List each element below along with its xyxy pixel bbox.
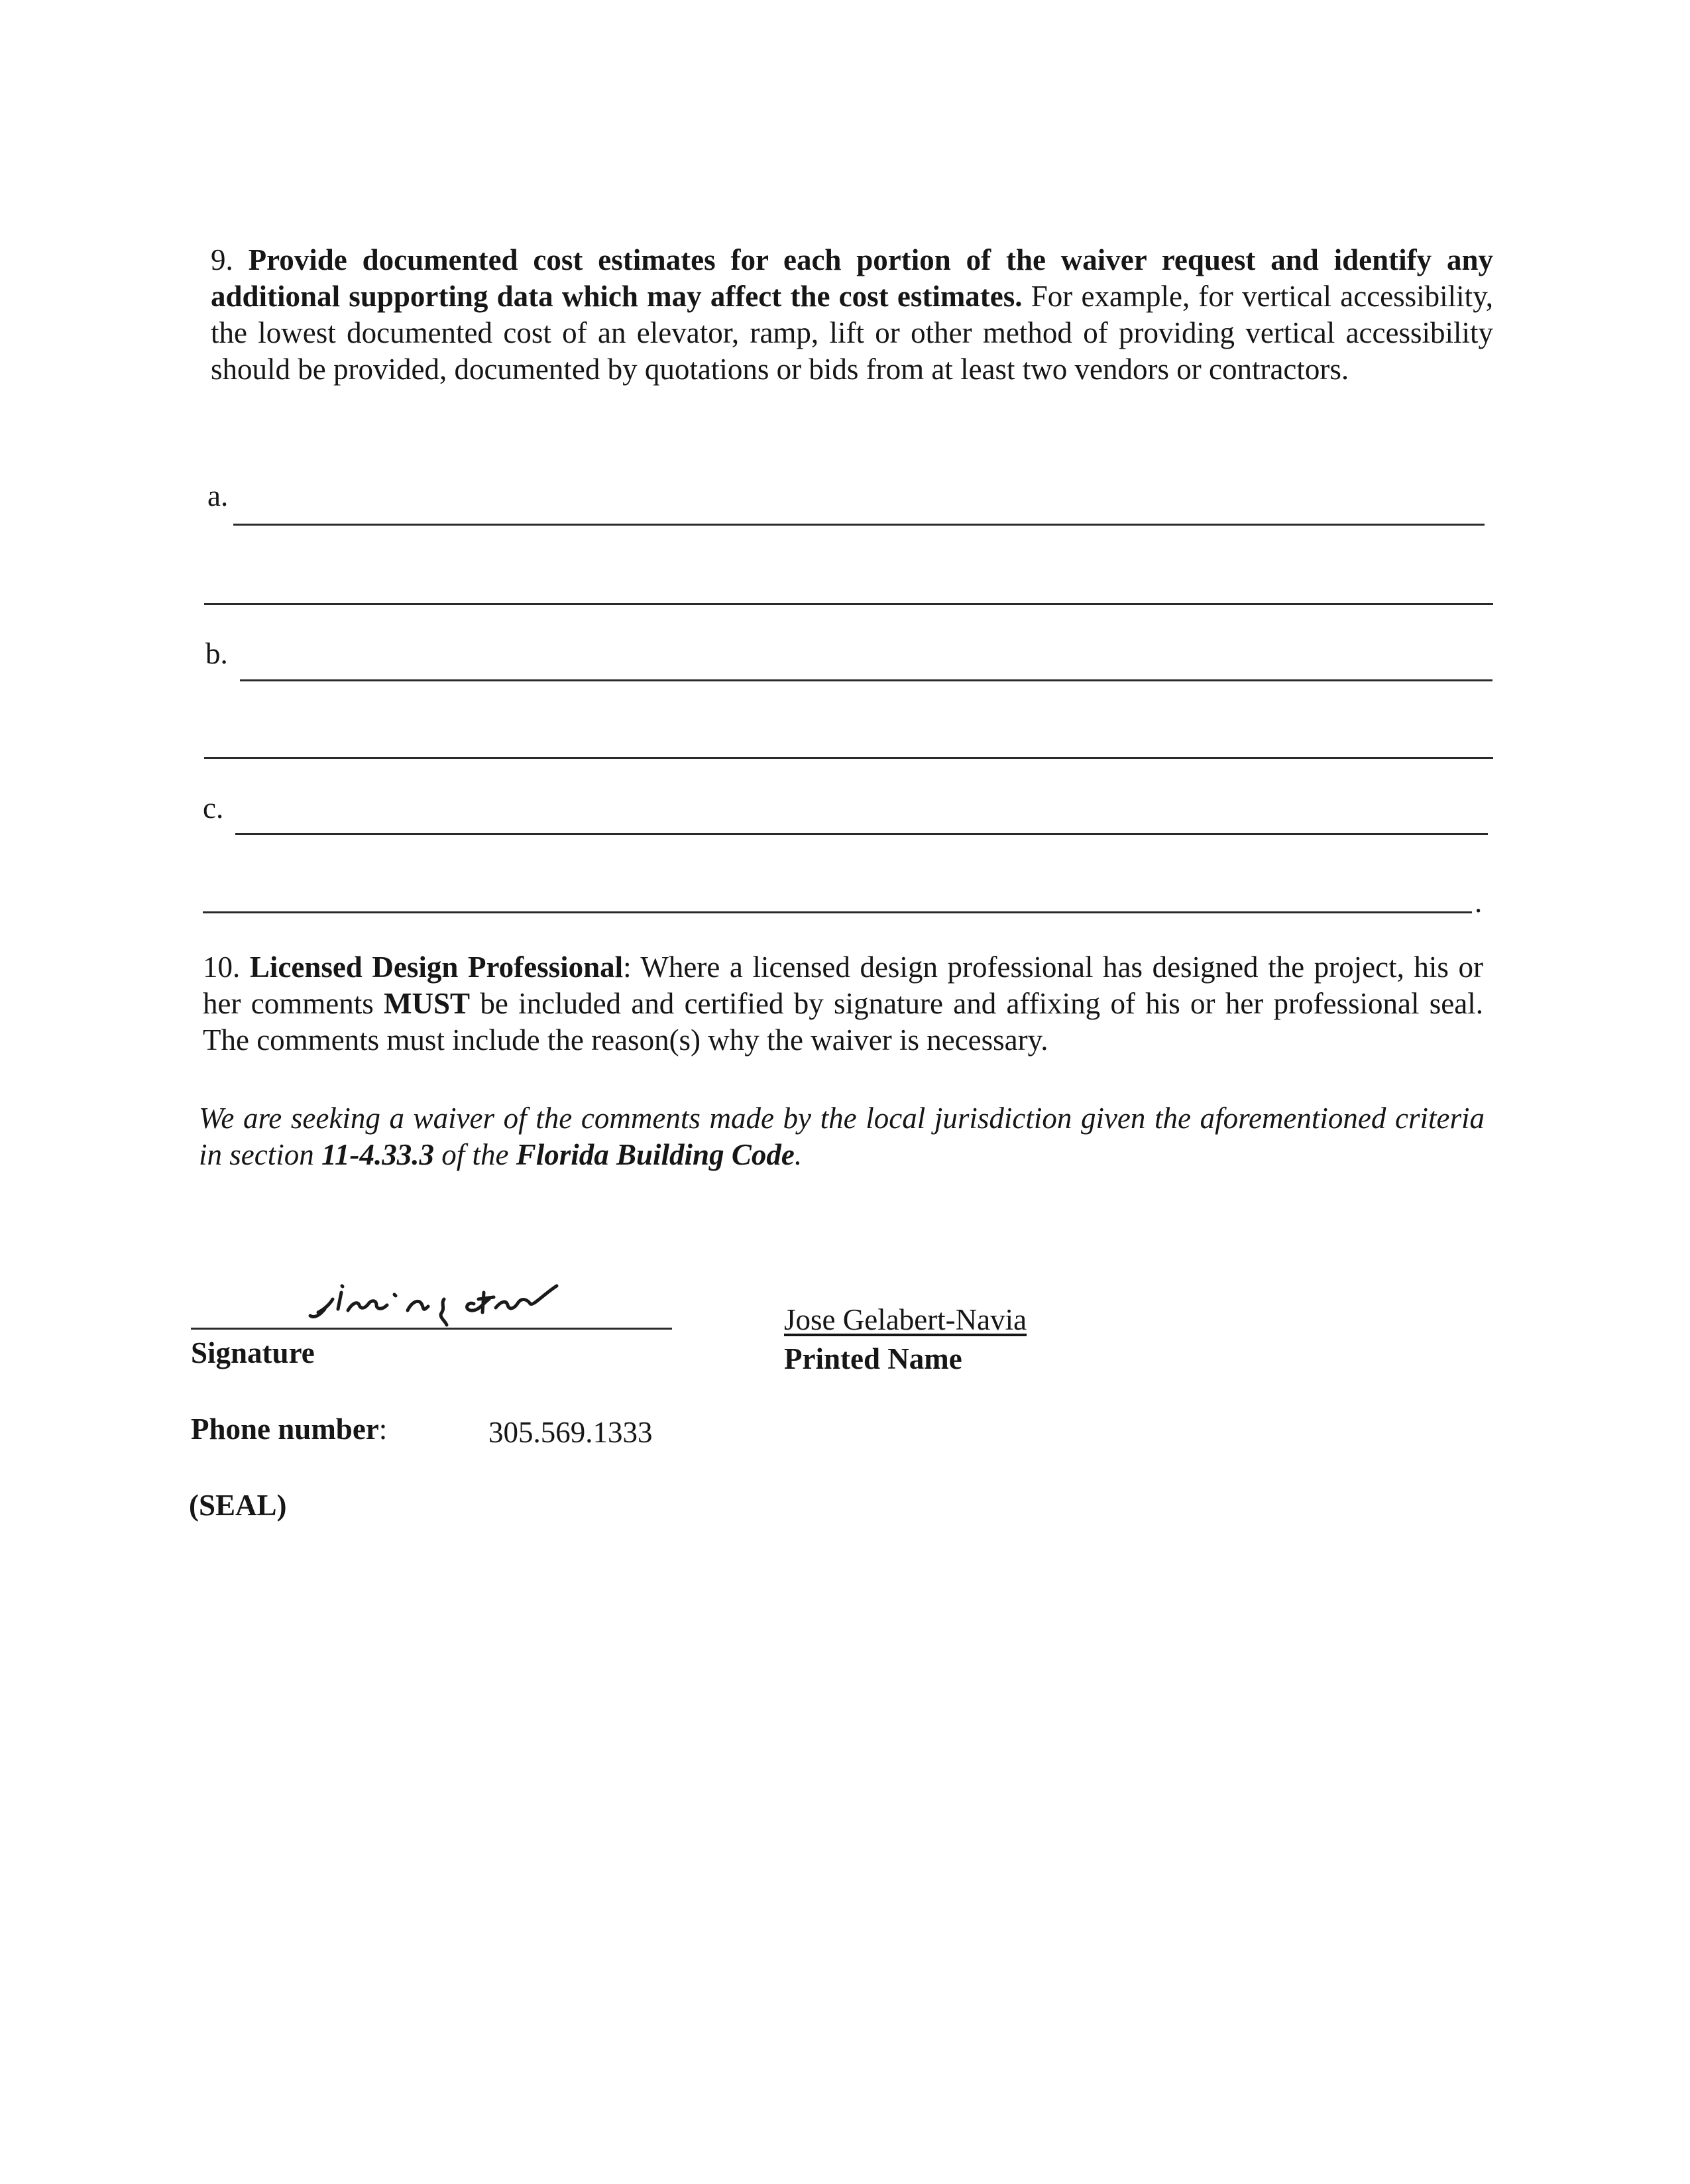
printed-name-value: Jose Gelabert-Navia xyxy=(784,1303,1027,1336)
phone-label: Phone number xyxy=(191,1412,379,1446)
phone-colon: : xyxy=(378,1412,388,1446)
phone-value: 305.569.1333 xyxy=(488,1416,653,1449)
statement-part-2: of the xyxy=(441,1138,509,1171)
item-9-number: 9. xyxy=(211,243,233,276)
statement-part-1: We are seeking a waiver of the comments made by the local jurisdiction given the aforementioned criteria in section xyxy=(199,1102,1485,1171)
phone-label-group xyxy=(191,1412,387,1446)
item-10-text-after: be included and certified by signature and affixing of his or her professional seal. The comments must include the reason(s) why the waiver is necessary. xyxy=(203,987,1484,1057)
signature-line[interactable] xyxy=(191,1328,672,1330)
item-9-paragraph xyxy=(211,242,1493,388)
answer-a-label: a. xyxy=(207,479,229,512)
statement-section: 11-4.33.3 xyxy=(321,1138,434,1171)
item-9-example-text: For example, for vertical accessibility, the lowest documented cost of an elevator, ramp, lift or other method of providing vertical accessibility should be provided, documented by quotations or bids from at least two vendors or contractors. xyxy=(211,280,1494,386)
answer-a-continuation-line[interactable] xyxy=(204,603,1493,605)
handwritten-signature xyxy=(305,1263,610,1336)
item-10-text-before: : Where a licensed design professional has designed the project, his or her comments xyxy=(203,950,1484,1020)
answer-b-line[interactable] xyxy=(240,679,1493,681)
answer-b-continuation-line[interactable] xyxy=(204,757,1493,759)
item-10-must: MUST xyxy=(384,987,471,1020)
answer-c-line[interactable] xyxy=(235,833,1488,835)
answer-a-line[interactable] xyxy=(233,524,1485,526)
item-10-number: 10. xyxy=(203,950,241,984)
printed-name-label: Printed Name xyxy=(784,1342,962,1375)
item-10-paragraph xyxy=(203,949,1483,1059)
waiver-statement xyxy=(199,1100,1485,1173)
statement-end: . xyxy=(794,1138,803,1171)
item-10-title: Licensed Design Professional xyxy=(249,950,624,984)
answer-end-period: . xyxy=(1475,886,1483,919)
statement-code-name: Florida Building Code xyxy=(516,1138,795,1171)
seal-label: (SEAL) xyxy=(189,1489,287,1522)
signature-label: Signature xyxy=(191,1336,315,1369)
answer-c-continuation-line[interactable] xyxy=(203,911,1472,913)
answer-b-label: b. xyxy=(205,637,228,670)
item-9-bold-instruction: Provide documented cost estimates for each portion of the waiver request and identify any additional supporting data which may affect the cost estimates. xyxy=(211,243,1494,313)
answer-c-label: c. xyxy=(203,791,224,825)
